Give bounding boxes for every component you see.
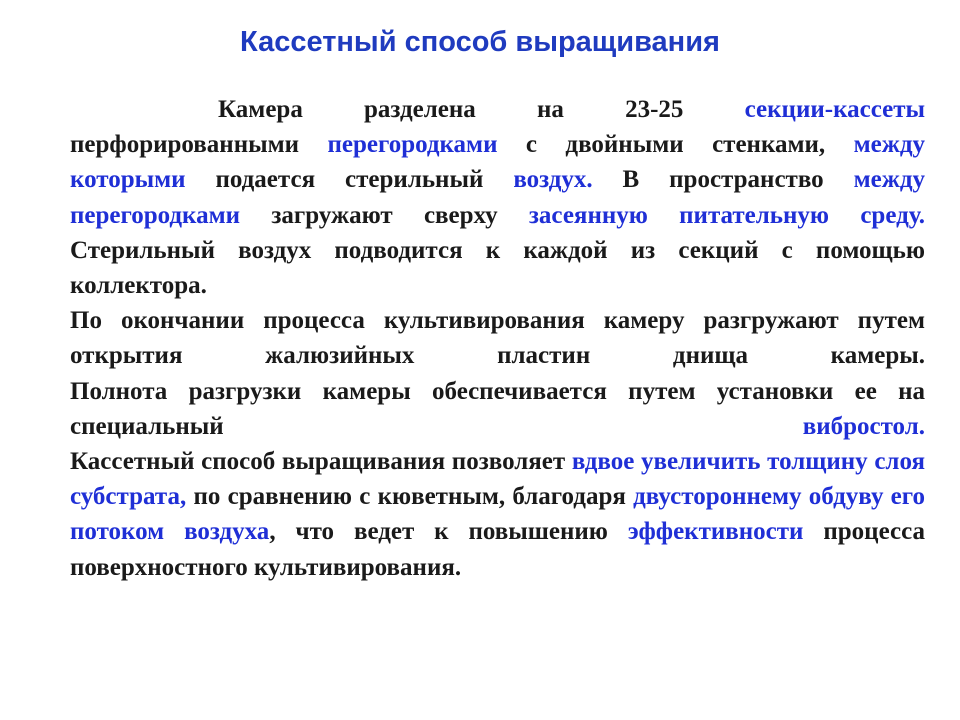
text-run: с двойными стенками, [497, 131, 854, 159]
text-run: Стерильный воздух подводится к каждой из секций с помощью коллектора. [70, 236, 925, 300]
paragraph-chamber-sections [70, 92, 925, 303]
text-run: , что ведет к повышению [269, 518, 628, 546]
highlighted-term: вдвое увеличить толщину слоя субстрата, [70, 448, 926, 511]
text-run: Кассетный способ выращивания позволяет [70, 448, 572, 476]
slide-title: Кассетный способ выращивания [240, 26, 720, 58]
text-run: подается стерильный [185, 166, 514, 194]
highlighted-term: двустороннему обдуву его потоком воздуха [70, 483, 925, 546]
text-run: загружают сверху [240, 201, 529, 229]
text-run: В пространство [592, 166, 854, 194]
highlighted-term: воздух. [513, 166, 593, 194]
paragraph-cassette-advantage [70, 444, 925, 585]
text-run: перфорированными [70, 131, 328, 159]
text-run: процесса поверхностного культивирования. [70, 518, 925, 581]
highlighted-term: секции-кассеты [744, 96, 925, 123]
slide-body [70, 92, 925, 585]
text-run: Полнота разгрузки камеры обеспечивается путем установки ее на специальный [70, 377, 925, 440]
paragraph-vibrotable [70, 374, 925, 444]
highlighted-term: эффективности [627, 518, 804, 546]
text-run: Камера разделена на 23-25 [218, 96, 745, 123]
paragraph-unloading [70, 303, 925, 373]
text-run: По окончании процесса культивирования камеру разгружают путем открытия жалюзийных пластин днища камеры. [70, 307, 925, 370]
highlighted-term: перегородками [327, 131, 498, 159]
highlighted-term: засеянную питательную среду. [528, 201, 925, 229]
text-run: по сравнению с кюветным, благодаря [186, 483, 634, 511]
highlighted-term: вибростол. [802, 412, 925, 440]
highlighted-term: между которыми [70, 131, 925, 194]
highlighted-term: между перегородками [70, 166, 925, 229]
